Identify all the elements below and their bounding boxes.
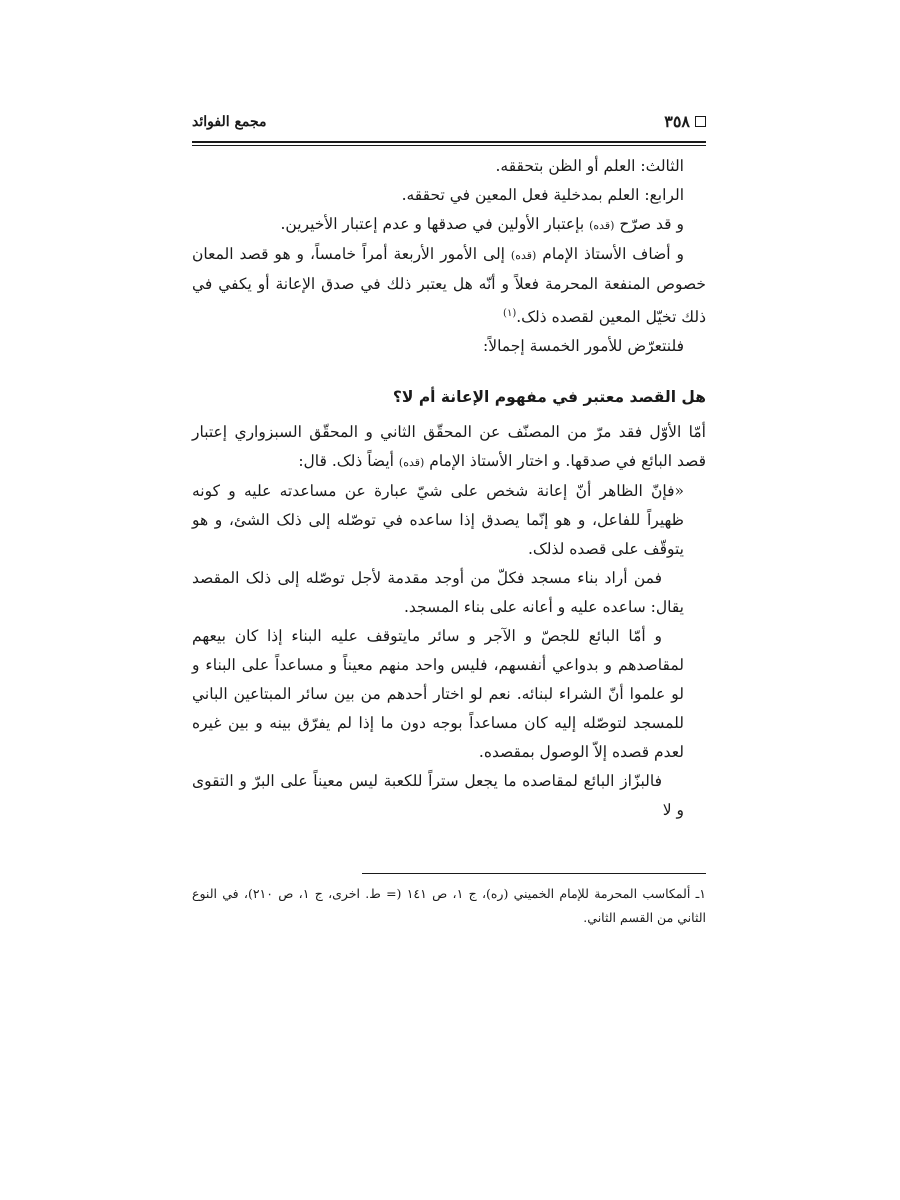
text-run: إلى الأمور الأربعة أمراً خامساً، و هو قصد المعان خصوص المنفعة المحرمة فعلاً و أنّه هل يعتبر ذلك في صدق الإعانة أو يكفي في ذلك تخيّل المعين لقصده ذلک. (192, 245, 706, 327)
section-heading: هل القصد معتبر في مفهوم الإعانة أم لا؟ (392, 388, 706, 407)
running-header (192, 112, 706, 138)
page-number: ٣٥٨ (664, 112, 690, 131)
paragraph-fifth-matter (192, 240, 706, 332)
paragraph-declared (192, 210, 706, 240)
footnote-reference: (١) (503, 308, 517, 319)
page-number-group (664, 112, 706, 131)
honorific: (قده) (510, 249, 537, 262)
text-run: أيضاً ذلک. قال: (298, 452, 399, 471)
footnote: ١ـ ألمكاسب المحرمة للإمام الخميني (ره)، ج ١، ص ١٤١ (= ط. اخرى، ج ١، ص ٢١٠)، في النوع الثاني من القسم الثاني. (192, 886, 706, 925)
paragraph-first (192, 418, 706, 477)
book-title: مجمع الفوائد (192, 114, 267, 130)
text-run: بإعتبار الأولين في صدقها و عدم إعتبار الأخيرين. (280, 215, 590, 233)
header-rule-thin (192, 145, 706, 146)
honorific: (قده) (589, 219, 615, 232)
quote-paragraph-1: «فإنّ الظاهر أنّ إعانة شخص على شيّ عبارة عن مساعدته عليه و كونه ظهيراً للفاعل، و هو إنّما يصدق إذا ساعده في توصّله إلى ذلک الشئ، و هو يتوقّف على قصده لذلک. (192, 482, 684, 559)
paragraph-transition: فلنتعرّض للأمور الخمسة إجمالاً: (483, 337, 684, 356)
body-text (192, 152, 706, 825)
paragraph-third: الثالث: العلم أو الظن بتحققه. (495, 157, 684, 175)
text-run: و أضاف الأستاذ الإمام (536, 245, 684, 263)
square-icon (695, 116, 706, 127)
header-rule-thick (192, 141, 706, 143)
quote-paragraph-3: و أمّا البائع للجصّ و الآجر و سائر مايتوقف عليه البناء إذا كان بيعهم لمقاصدهم و بدواعي أنفسهم، فليس واحد منهم معيناً و مساعداً على البناء و لو علموا أنّ الشراء لبنائه. نعم لو اختار أحدهم من بين سائر المبتاعين الباني للمسجد لتوصّله إليه كان مساعداً بوجه دون ما إذا لم يفرّق بينه و بين غيره لعدم قصده إلاّ الوصول بمقصده. (192, 627, 684, 762)
text-run: و قد صرّح (614, 215, 684, 233)
quote-paragraph-4: فالبزّاز البائع لمقاصده ما يجعل ستراً للكعبة ليس معيناً على البرّ و التقوى و لا (192, 772, 684, 820)
honorific: (قده) (398, 456, 425, 470)
paragraph-fourth: الرابع: العلم بمدخلية فعل المعين في تحققه. (401, 186, 684, 204)
footnote-rule (362, 873, 706, 874)
quote-paragraph-2: فمن أراد بناء مسجد فكلّ من أوجد مقدمة لأجل توصّله إلى ذلک المقصد يقال: ساعده عليه و أعانه على بناء المسجد. (192, 569, 684, 617)
text-run: أمّا الأوّل فقد مرّ من المصنّف عن المحقّق الثاني و المحقّق السبزواري إعتبار قصد البائع في صدقها. و اختار الأستاذ الإمام (192, 423, 706, 471)
